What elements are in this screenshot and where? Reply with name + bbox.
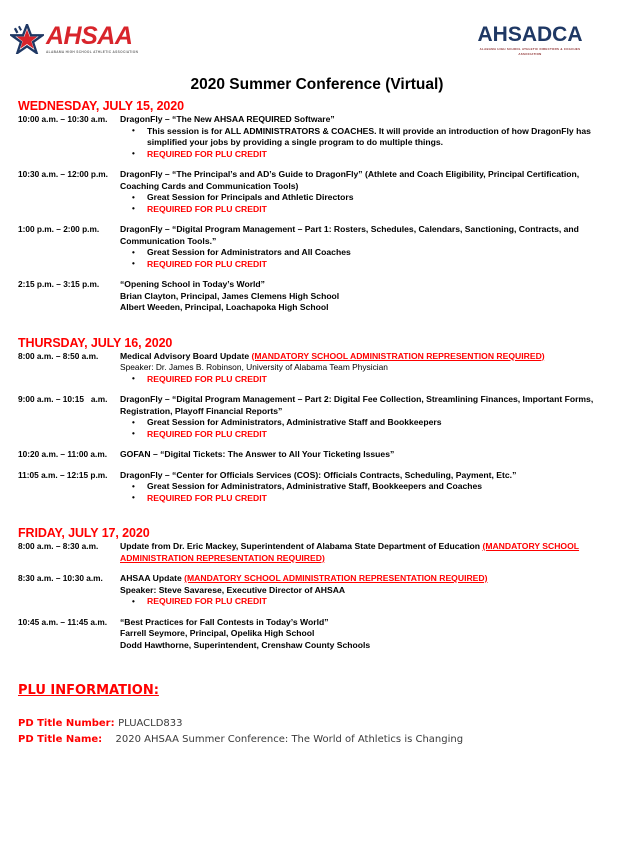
session-time: 2:15 p.m. – 3:15 p.m. <box>18 279 100 289</box>
session-body <box>120 351 624 386</box>
plu-label: PD Title Number: <box>18 718 119 729</box>
mandatory-notice: (MANDATORY SCHOOL ADMINISTRATION REPRESENTATION REQUIRED) <box>184 573 488 583</box>
plu-label: PD Title Name: <box>18 734 110 745</box>
session-row <box>0 169 624 215</box>
session-time: 11:05 a.m. – 12:15 p.m. <box>18 469 108 480</box>
document-page <box>0 22 624 845</box>
session-title: DragonFly – “The Principal’s and AD’s Guide to DragonFly” (Athlete and Coach Eligibility, Principal Certification, Coaching Cards and Communication Tools) <box>120 169 580 191</box>
plu-credit-note: • REQUIRED FOR PLU CREDIT <box>120 596 608 608</box>
ahsaa-logo <box>10 22 138 56</box>
session-title-text: AHSAA Update <box>120 573 185 583</box>
ahsadca-subtitle: ALABAMA HIGH SCHOOL ATHLETIC DIRECTORS & COACHES ASSOCIATION <box>479 47 581 56</box>
day-block <box>0 99 624 314</box>
session-bullet: • Great Session for Principals and Athletic Directors <box>120 192 608 204</box>
session-time: 8:00 a.m. – 8:50 a.m. <box>18 350 99 361</box>
session-time: 10:45 a.m. – 11:45 a.m. <box>18 616 108 627</box>
session-bullet-list <box>120 192 608 215</box>
plu-information-section <box>0 681 624 748</box>
plu-credit-note: • REQUIRED FOR PLU CREDIT <box>120 374 608 386</box>
mandatory-notice: (MANDATORY SCHOOL ADMINISTRATION REPRESENTION REQUIRED) <box>251 350 545 361</box>
session-body <box>120 114 624 160</box>
session-speaker: Speaker: Steve Savarese, Executive Director of AHSAA <box>120 584 346 595</box>
ahsadca-word: AHSADCA <box>477 23 583 46</box>
plu-credit-note: • REQUIRED FOR PLU CREDIT <box>120 259 608 271</box>
session-title-text: Update from Dr. Eric Mackey, Superintendent of Alabama State Department of Education <box>120 541 483 551</box>
session-body <box>120 169 624 215</box>
session-body <box>120 470 624 505</box>
session-row <box>0 224 624 270</box>
session-time: 9:00 a.m. – 10:15 a.m. <box>18 394 108 404</box>
day-heading: WEDNESDAY, JULY 15, 2020 <box>18 99 184 113</box>
ahsaa-subtitle: ALABAMA HIGH SCHOOL ATHLETIC ASSOCIATION <box>46 49 139 54</box>
day-block <box>0 526 624 651</box>
session-row <box>0 279 624 314</box>
day-block <box>0 336 624 505</box>
session-time: 10:30 a.m. – 12:00 p.m. <box>18 169 108 179</box>
ahsaa-star-icon <box>10 24 44 54</box>
session-row <box>0 573 624 608</box>
session-bullet-list <box>120 374 608 386</box>
session-title <box>120 541 608 564</box>
session-title: “Opening School in Today’s World” <box>120 279 265 289</box>
session-bullet-list <box>120 481 608 504</box>
session-bullet-list <box>120 247 608 270</box>
session-title-text: Medical Advisory Board Update <box>120 350 252 361</box>
session-time: 10:00 a.m. – 10:30 a.m. <box>18 114 108 124</box>
session-bullet-list <box>120 126 608 161</box>
session-row <box>0 541 624 564</box>
session-time: 1:00 p.m. – 2:00 p.m. <box>18 224 100 234</box>
day-heading: FRIDAY, JULY 17, 2020 <box>18 526 150 540</box>
session-title <box>120 351 608 363</box>
session-body <box>120 279 624 314</box>
mandatory-notice: (MANDATORY SCHOOL ADMINISTRATION REPRESENTATION REQUIRED) <box>120 541 580 563</box>
session-presenter: Dodd Hawthorne, Superintendent, Crenshaw County Schools <box>120 639 371 650</box>
session-body <box>120 394 624 440</box>
session-time: 8:00 a.m. – 8:30 a.m. <box>18 541 99 551</box>
session-bullet: • Great Session for Administrators, Administrative Staff, Bookkeepers and Coaches <box>120 481 608 493</box>
session-row <box>0 394 624 440</box>
session-title <box>120 573 608 585</box>
plu-credit-note: • REQUIRED FOR PLU CREDIT <box>120 204 608 216</box>
session-body <box>120 617 624 652</box>
ahsadca-logo <box>475 24 585 57</box>
page-title: 2020 Summer Conference (Virtual) <box>190 76 444 93</box>
session-title: GOFAN – “Digital Tickets: The Answer to All Your Ticketing Issues” <box>120 449 395 459</box>
plu-row <box>18 732 624 748</box>
session-bullet-list <box>120 596 608 608</box>
session-title: DragonFly – “Digital Program Management – Part 1: Rosters, Schedules, Calendars, Sanctioning, Contracts, and Communication Tools.” <box>120 224 579 246</box>
session-row <box>0 114 624 160</box>
session-row <box>0 449 624 461</box>
day-heading: THURSDAY, JULY 16, 2020 <box>18 335 173 350</box>
session-body <box>120 541 624 564</box>
session-presenter: Brian Clayton, Principal, James Clemens High School <box>120 290 340 301</box>
plu-information-heading: PLU INFORMATION: <box>18 683 159 698</box>
session-body <box>120 573 624 608</box>
plu-value: 2020 AHSAA Summer Conference: The World of Athletics is Changing <box>109 734 464 745</box>
logo-row <box>0 22 624 68</box>
session-speaker: Speaker: Dr. James B. Robinson, University of Alabama Team Physician <box>120 362 388 372</box>
ahsaa-wordmark <box>46 21 139 55</box>
session-body <box>120 449 624 461</box>
session-bullet-list <box>120 417 608 440</box>
session-presenter: Farrell Seymore, Principal, Opelika High School <box>120 628 315 638</box>
session-time: 10:20 a.m. – 11:00 a.m. <box>18 449 108 459</box>
session-time: 8:30 a.m. – 10:30 a.m. <box>18 573 103 583</box>
session-presenter: Albert Weeden, Principal, Loachapoka High School <box>120 302 329 312</box>
plu-row <box>18 716 624 732</box>
plu-credit-note: • REQUIRED FOR PLU CREDIT <box>120 149 608 161</box>
session-bullet: • Great Session for Administrators and All Coaches <box>120 247 608 259</box>
session-title: DragonFly – “The New AHSAA REQUIRED Software” <box>120 114 335 124</box>
session-title: DragonFly – “Center for Officials Services (COS): Officials Contracts, Scheduling, Payment, Etc.” <box>120 469 517 480</box>
session-row <box>0 351 624 386</box>
ahsaa-word: AHSAA <box>46 21 133 50</box>
plu-value: PLUACLD833 <box>118 718 183 729</box>
session-title: DragonFly – “Digital Program Management – Part 2: Digital Fee Collection, Streamlining Finances, Important Forms, Registration, Playoff Financial Reports” <box>120 394 594 416</box>
conference-schedule <box>0 99 624 651</box>
session-bullet: • Great Session for Administrators, Administrative Staff and Bookkeepers <box>120 417 608 429</box>
session-title: “Best Practices for Fall Contests in Today’s World” <box>120 616 329 627</box>
session-bullet: • This session is for ALL ADMINISTRATORS & COACHES. It will provide an introduction of how DragonFly has simplified your jobs by providing a single program to do multiple things. <box>120 126 608 149</box>
session-body <box>120 224 624 270</box>
plu-credit-note: • REQUIRED FOR PLU CREDIT <box>120 493 608 505</box>
session-row <box>0 470 624 505</box>
plu-rows <box>18 716 624 748</box>
session-row <box>0 617 624 652</box>
plu-credit-note: • REQUIRED FOR PLU CREDIT <box>120 429 608 441</box>
